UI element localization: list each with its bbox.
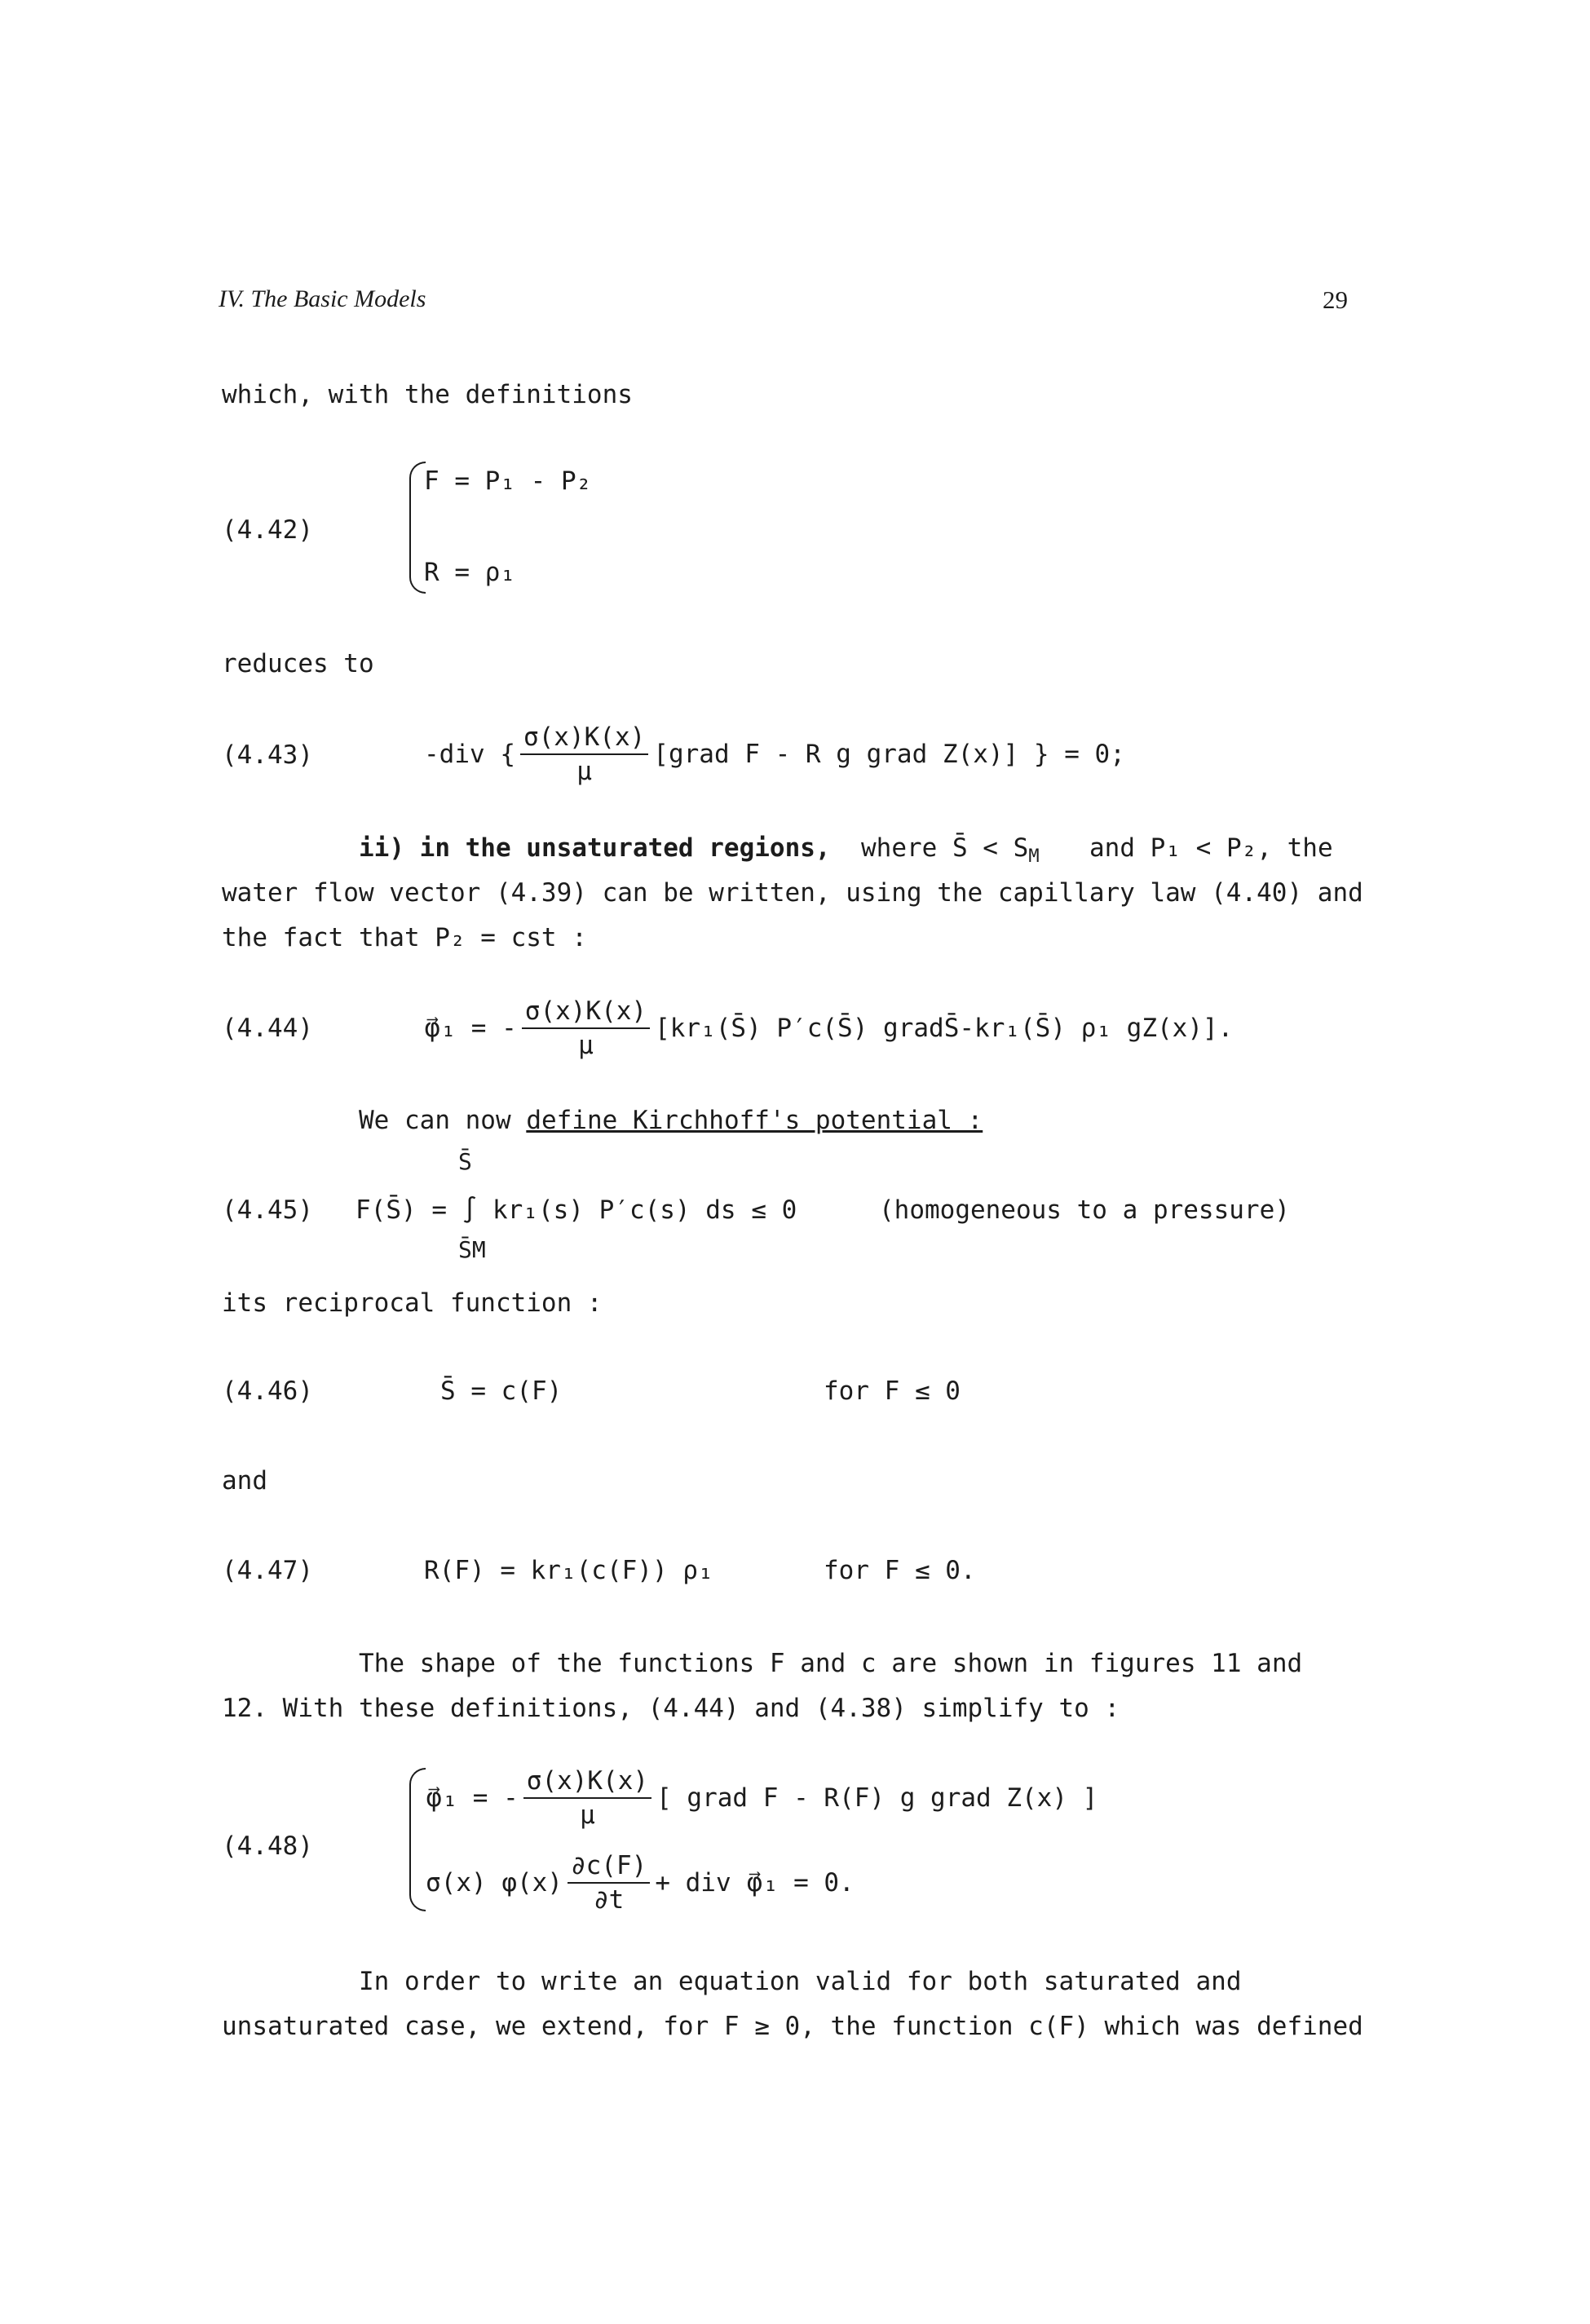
eq-4-44-right: [kr₁(S̄) P′c(S̄) gradS̄-kr₁(S̄) ρ₁ gZ(x)].	[655, 1014, 1234, 1043]
paragraph-unsaturated-line1-b	[861, 833, 1040, 867]
paragraph-shape-line2: 12. With these definitions, (4.44) and (4.38) simplify to :	[222, 1694, 1120, 1723]
subscript: M	[1028, 846, 1040, 868]
left-brace	[409, 1768, 426, 1911]
text-fragment: where S̄ < S	[861, 833, 1029, 863]
eq-4-43-fraction	[520, 722, 648, 786]
equation-number-4-47: (4.47)	[222, 1556, 313, 1585]
paragraph-unsaturated-line1	[359, 833, 831, 863]
equation-4-48-line1	[426, 1766, 1098, 1830]
eq-4-43-right: [grad F - R g grad Z(x)] } = 0;	[653, 740, 1125, 769]
equation-number-4-46: (4.46)	[222, 1376, 313, 1406]
integral-upper-limit: S̄	[458, 1148, 472, 1175]
page-number: 29	[1323, 285, 1348, 314]
equation-4-46-body: S̄ = c(F)	[440, 1376, 563, 1406]
paragraph-unsaturated-line2: water flow vector (4.39) can be written, using the capillary law (4.40) and	[222, 878, 1363, 908]
equation-4-42-line2: R = ρ₁	[424, 558, 515, 587]
eq-4-48-l2-fraction	[568, 1851, 650, 1915]
equation-4-43	[424, 722, 1125, 786]
eq-4-48-l1-left: φ⃗₁ = -	[426, 1783, 519, 1813]
paragraph-reduces: reduces to	[222, 649, 374, 678]
equation-4-48-line2	[426, 1851, 855, 1915]
left-brace	[409, 462, 426, 594]
paragraph-unsaturated-line3: the fact that P₂ = cst :	[222, 923, 587, 952]
running-header: IV. The Basic Models	[219, 285, 426, 312]
fraction-numerator: σ(x)K(x)	[522, 996, 650, 1029]
paragraph-extend-line1: In order to write an equation valid for both saturated and	[359, 1967, 1242, 1996]
fraction-denominator: μ	[580, 1800, 595, 1830]
fraction-numerator: σ(x)K(x)	[520, 722, 648, 755]
equation-number-4-48: (4.48)	[222, 1831, 313, 1861]
paragraph-shape-line1: The shape of the functions F and c are shown in figures 11 and	[359, 1649, 1303, 1678]
equation-4-42-line1: F = P₁ - P₂	[424, 466, 592, 496]
eq-4-48-l1-fraction	[523, 1766, 651, 1830]
eq-4-44-fraction	[522, 996, 650, 1060]
equation-4-45-note: (homogeneous to a pressure)	[879, 1195, 1290, 1225]
eq-4-44-left: φ⃗₁ = -	[424, 1014, 517, 1043]
equation-number-4-43: (4.43)	[222, 740, 313, 770]
kirchhoff-definition-underlined: define Kirchhoff's potential :	[526, 1106, 983, 1135]
equation-number-4-45: (4.45)	[222, 1195, 313, 1225]
paragraph-intro: which, with the definitions	[222, 380, 633, 409]
equation-number-4-42: (4.42)	[222, 515, 313, 545]
eq-4-48-l2-left: σ(x) φ(x)	[426, 1868, 563, 1898]
paragraph-reciprocal: its reciprocal function :	[222, 1288, 603, 1318]
fraction-numerator: ∂c(F)	[568, 1851, 650, 1884]
eq-4-48-l1-right: [ grad F - R(F) g grad Z(x) ]	[656, 1783, 1098, 1813]
equation-4-45-body: F(S̄) = ∫ kr₁(s) P′c(s) ds ≤ 0	[356, 1195, 797, 1225]
equation-4-47-body: R(F) = kr₁(c(F)) ρ₁	[424, 1556, 713, 1585]
paragraph-extend-line2: unsaturated case, we extend, for F ≥ 0, the function c(F) which was defined	[222, 2012, 1363, 2041]
fraction-denominator: ∂t	[593, 1885, 625, 1915]
unsaturated-heading: ii) in the unsaturated regions,	[359, 833, 831, 863]
paragraph-kirchhoff	[359, 1106, 983, 1135]
eq-4-48-l2-right: + div φ⃗₁ = 0.	[655, 1868, 855, 1898]
fraction-denominator: μ	[578, 1031, 594, 1060]
equation-4-47-condition: for F ≤ 0.	[824, 1556, 976, 1585]
equation-4-44	[424, 996, 1233, 1060]
paragraph-and: and	[222, 1466, 267, 1496]
paragraph-unsaturated-line1-c: and P₁ < P₂, the	[1089, 833, 1333, 863]
equation-number-4-44: (4.44)	[222, 1014, 313, 1043]
integral-lower-limit: S̄M	[458, 1236, 486, 1263]
fraction-denominator: μ	[576, 757, 592, 786]
fraction-numerator: σ(x)K(x)	[523, 1766, 651, 1799]
eq-4-43-left: -div {	[424, 740, 515, 769]
text-fragment: We can now	[359, 1106, 527, 1135]
equation-4-46-condition: for F ≤ 0	[824, 1376, 961, 1406]
